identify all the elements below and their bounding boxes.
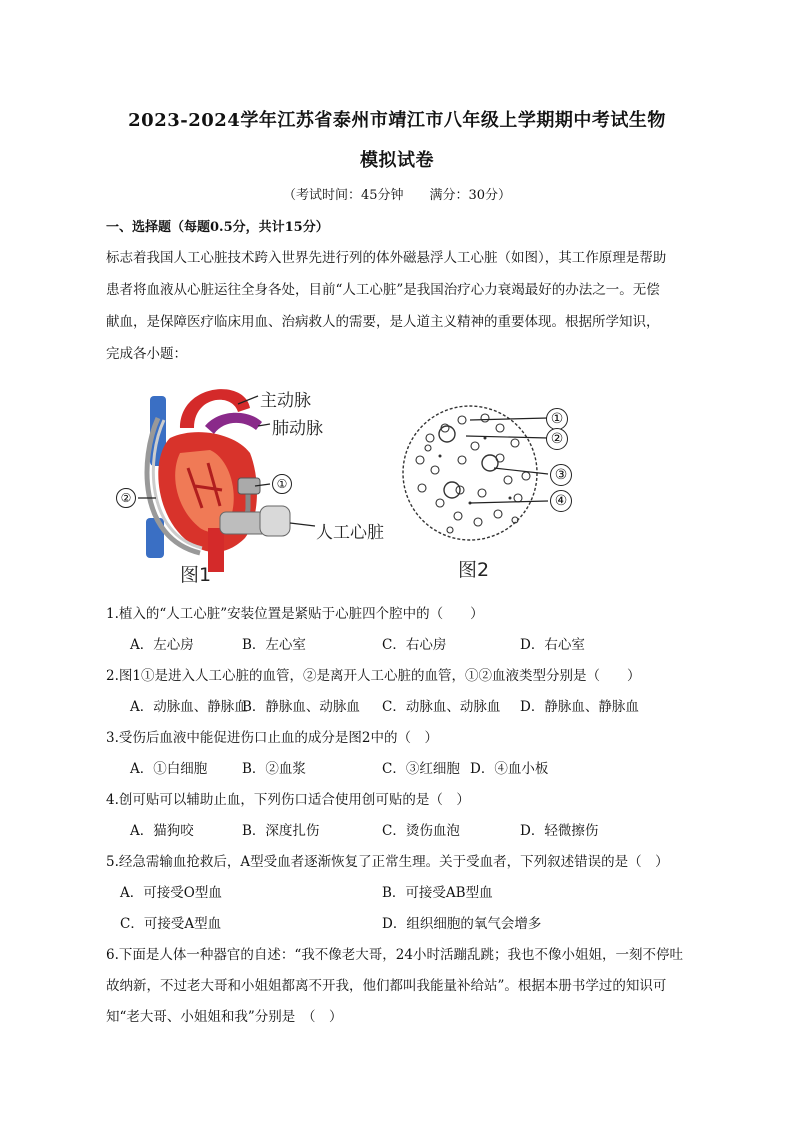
q4-option-b[interactable]: B．深度扎伤	[242, 823, 320, 839]
label-artificial-heart: 人工心脏	[316, 523, 384, 543]
intro-line2: 患者将血液从心脏运往全身各处，目前“人工心脏”是我国治疗心力衰竭最好的办法之一。无偿	[106, 282, 660, 298]
q3-option-b[interactable]: B．②血浆	[242, 761, 306, 777]
q4-option-c[interactable]: C．烫伤血泡	[382, 823, 460, 839]
figure-2-blood-smear	[400, 398, 590, 548]
question-1-stem: 1.植入的“人工心脏”安装位置是紧贴于心脏四个腔中的（ ）	[106, 606, 484, 622]
q3-option-d[interactable]: D．④血小板	[470, 761, 549, 777]
intro-line3: 献血，是保障医疗临床用血、治病救人的需要，是人道主义精神的重要体现。根据所学知识，	[106, 314, 660, 330]
question-3-stem: 3.受伤后血液中能促进伤口止血的成分是图2中的（ ）	[106, 730, 438, 746]
label-aorta: 主动脉	[260, 391, 311, 411]
q1-option-a[interactable]: A．左心房	[130, 637, 194, 653]
question-5-stem: 5.经急需输血抢救后，A型受血者逐渐恢复了正常生理。关于受血者，下列叙述错误的是（ ）	[106, 854, 669, 870]
q5-option-c[interactable]: C．可接受A型血	[120, 916, 222, 932]
q1-option-c[interactable]: C．右心房	[382, 637, 447, 653]
q5-option-b[interactable]: B．可接受AB型血	[382, 885, 493, 901]
q1-option-d[interactable]: D．右心室	[520, 637, 585, 653]
marker-smear-3: ③	[550, 464, 572, 486]
question-2-stem: 2.图1①是进入人工心脏的血管，②是离开人工心脏的血管，①②血液类型分别是（ ）	[106, 668, 641, 684]
intro-line1: 标志着我国人工心脏技术跨入世界先进行列的体外磁悬浮人工心脏（如图），其工作原理是帮助	[106, 250, 667, 266]
q3-option-a[interactable]: A．①白细胞	[130, 761, 208, 777]
marker-2: ②	[116, 488, 136, 508]
figure-1-heart	[110, 378, 410, 588]
exam-title-line2: 模拟试卷	[360, 150, 434, 171]
marker-smear-1: ①	[546, 408, 568, 430]
q5-option-a[interactable]: A．可接受O型血	[120, 885, 222, 901]
question-4-stem: 4.创可贴可以辅助止血，下列伤口适合使用创可贴的是（ ）	[106, 792, 470, 808]
figure-2-caption: 图2	[458, 559, 490, 581]
question-6-stem-line3: 知“老大哥、小姐姐和我”分别是 （ ）	[106, 1009, 343, 1025]
q2-option-d[interactable]: D．静脉血、静脉血	[520, 699, 639, 715]
marker-1: ①	[272, 474, 292, 494]
q3-option-c[interactable]: C．③红细胞	[382, 761, 460, 777]
label-pulmonary-artery: 肺动脉	[272, 419, 323, 439]
q4-option-d[interactable]: D．轻微擦伤	[520, 823, 599, 839]
question-6-stem-line2: 故纳新，不过老大哥和小姐姐都离不开我，他们都叫我能量补给站”。根据本册书学过的知识可	[106, 978, 667, 994]
exam-subtitle: （考试时间：45分钟 满分：30分）	[282, 188, 512, 203]
q2-option-b[interactable]: B．静脉血、动脉血	[242, 699, 360, 715]
q2-option-a[interactable]: A．动脉血、静脉血	[130, 699, 248, 715]
section-heading: 一、选择题（每题0.5分，共计15分）	[106, 220, 329, 235]
exam-title-line1: 2023-2024学年江苏省泰州市靖江市八年级上学期期中考试生物	[128, 110, 666, 131]
intro-line4: 完成各小题：	[106, 346, 187, 362]
question-6-stem-line1: 6.下面是人体一种器官的自述：“我不像老大哥，24小时活蹦乱跳；我也不像小姐姐，一刻不停吐	[106, 947, 683, 963]
figure-1-caption: 图1	[180, 564, 212, 586]
q1-option-b[interactable]: B．左心室	[242, 637, 306, 653]
q4-option-a[interactable]: A．猫狗咬	[130, 823, 194, 839]
marker-smear-4: ④	[550, 490, 572, 512]
q2-option-c[interactable]: C．动脉血、动脉血	[382, 699, 501, 715]
marker-smear-2: ②	[546, 428, 568, 450]
q5-option-d[interactable]: D．组织细胞的氧气会增多	[382, 916, 542, 932]
